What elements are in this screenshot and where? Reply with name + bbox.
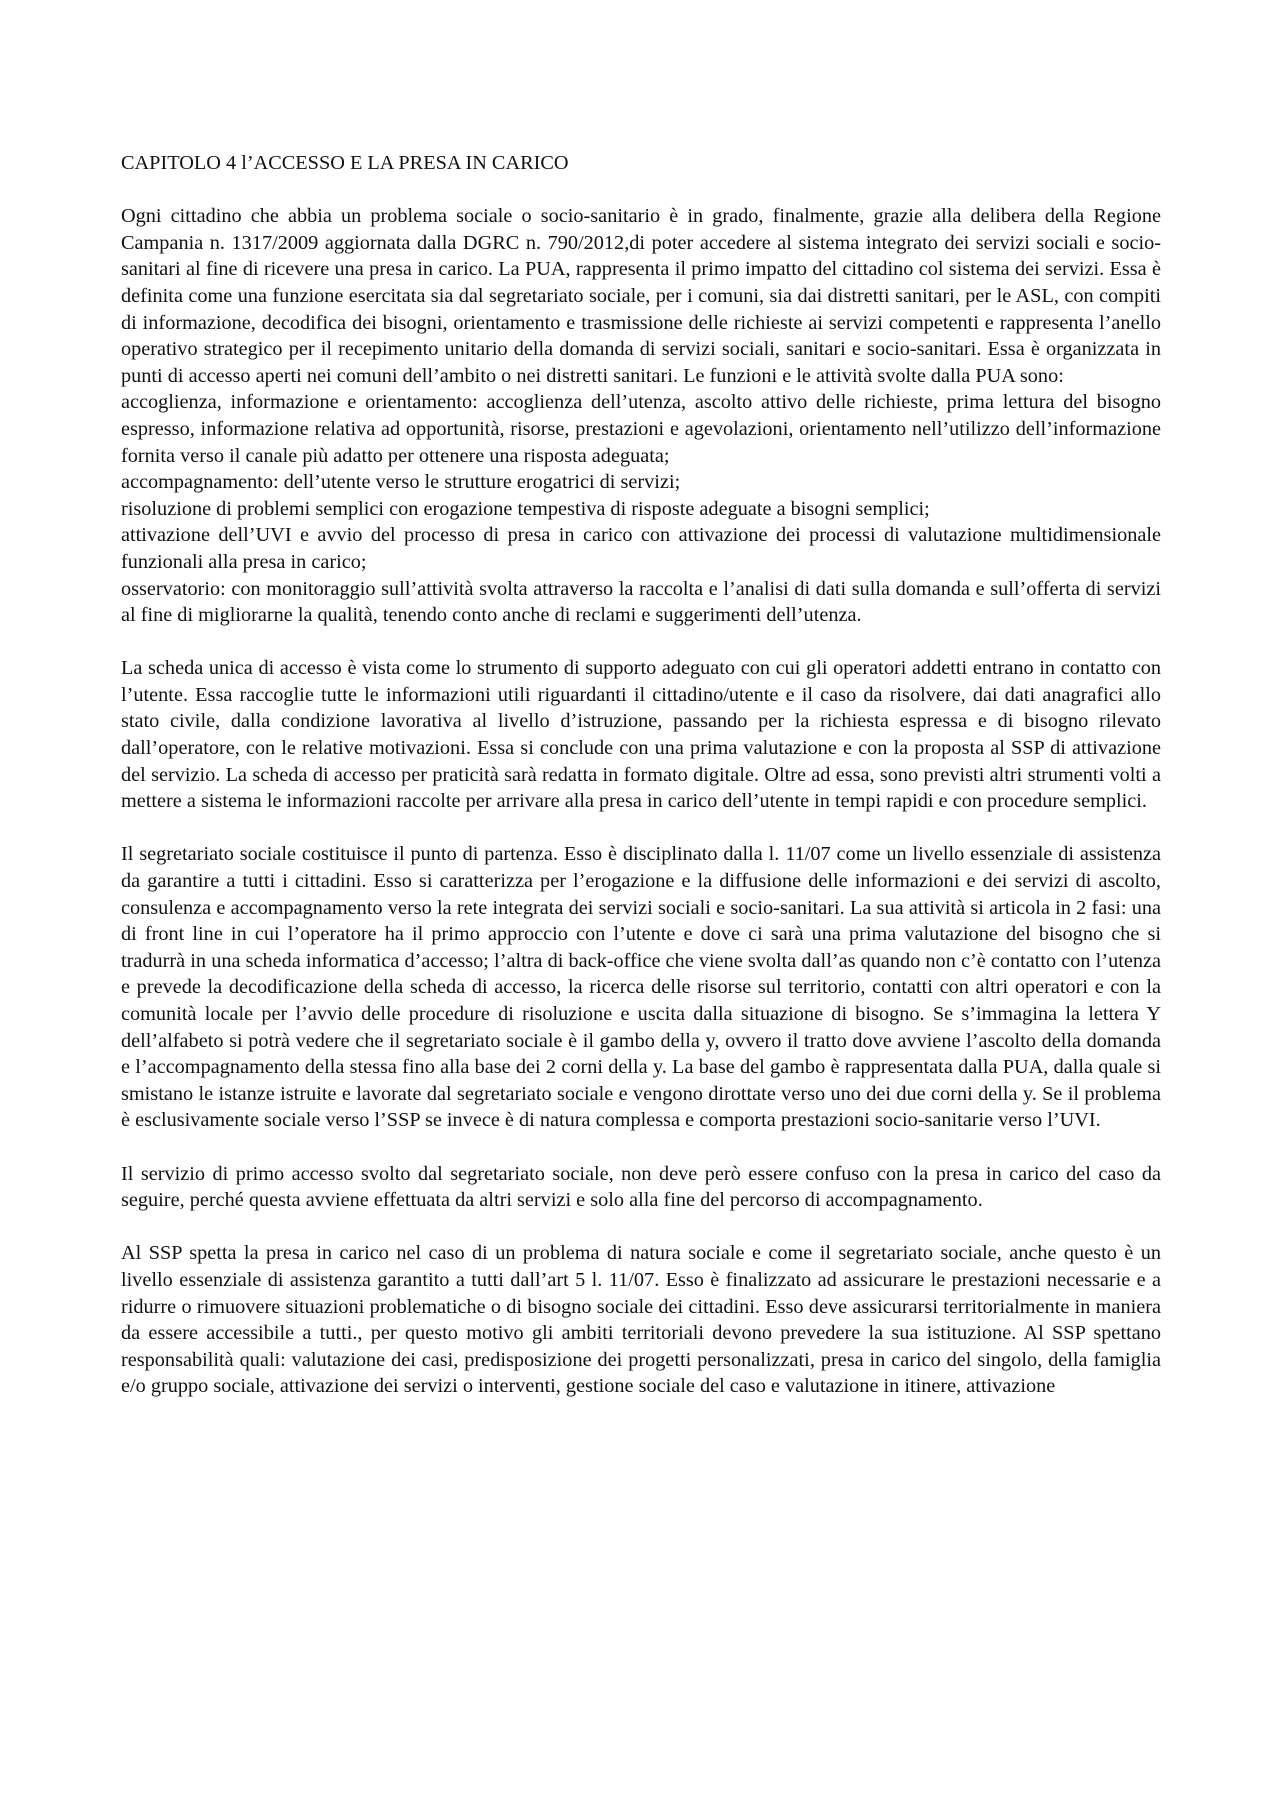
document-page xyxy=(121,150,1161,1400)
list-item: attivazione dell’UVI e avvio del processo di presa in carico con attivazione dei processi di valutazione multidimensionale funzionali alla presa in carico; xyxy=(121,524,1161,573)
list-item: osservatorio: con monitoraggio sull’attività svolta attraverso la raccolta e l’analisi di dati sulla domanda e sull’offerta di servizi al fine di migliorarne la qualità, tenendo conto anche di reclami e suggerimenti dell’utenza. xyxy=(121,577,1161,627)
list-item: accompagnamento: dell’utente verso le strutture erogatrici di servizi; xyxy=(121,471,681,494)
paragraph-ssp: Al SSP spetta la presa in carico nel caso di un problema di natura sociale e come il segretariato sociale, anche questo è un livello essenziale di assistenza garantito a tutti dall’art 5 l. 11/07. Esso è finalizzato ad assicurare le prestazioni necessarie e a ridurre o rimuovere situazioni problematiche o di bisogno sociale dei cittadini. Esso deve assicurarsi territorialmente in maniera da essere accessibile a tutti., per questo motivo gli ambiti territoriali devono prevedere la sua istituzione. Al SSP spettano responsabilità quali: valutazione dei casi, predisposizione dei progetti personalizzati, presa in carico del singolo, della famiglia e/o gruppo sociale, attivazione dei servizi o interventi, gestione sociale del caso e valutazione in itinere, attivazione xyxy=(121,1242,1161,1398)
paragraph-scheda-accesso: La scheda unica di accesso è vista come lo strumento di supporto adeguato con cui gli operatori addetti entrano in contatto con l’utente. Essa raccoglie tutte le informazioni utili riguardanti il cittadino/utente e il caso da risolvere, dai dati anagrafici allo stato civile, dalla condizione lavorativa al livello d’istruzione, passando per la richiesta espressa e di bisogno rilevato dall’operatore, con le relative motivazioni. Essa si conclude con una prima valutazione e con la proposta al SSP di attivazione del servizio. La scheda di accesso per praticità sarà redatta in formato digitale. Oltre ad essa, sono previsti altri strumenti volti a mettere a sistema le informazioni raccolte per arrivare alla presa in carico dell’utente in tempi rapidi e con procedure semplici. xyxy=(121,657,1161,813)
list-item: accoglienza, informazione e orientamento: accoglienza dell’utenza, ascolto attivo delle richieste, prima lettura del bisogno espresso, informazione relativa ad opportunità, risorse, prestazioni e agevolazioni, orientamento nell’utilizzo dell’informazione fornita verso il canale più adatto per ottenere una risposta adeguata; xyxy=(121,391,1161,467)
paragraph-intro-block xyxy=(121,203,1161,629)
paragraph-primo-accesso: Il servizio di primo accesso svolto dal segretariato sociale, non deve però essere confuso con la presa in carico del caso da seguire, perché questa avviene effettuata da altri servizi e solo alla fine del percorso di accompagnamento. xyxy=(121,1162,1161,1212)
list-item: risoluzione di problemi semplici con erogazione tempestiva di risposte adeguate a bisogni semplici; xyxy=(121,497,930,520)
chapter-title: CAPITOLO 4 l’ACCESSO E LA PRESA IN CARICO xyxy=(121,152,569,174)
paragraph-intro: Ogni cittadino che abbia un problema sociale o socio-sanitario è in grado, finalmente, grazie alla delibera della Regione Campania n. 1317/2009 aggiornata dalla DGRC n. 790/2012,di poter accedere al sistema integrato dei servizi sociali e socio-sanitari al fine di ricevere una presa in carico. La PUA, rappresenta il primo impatto del cittadino col sistema dei servizi. Essa è definita come una funzione esercitata sia dal segretariato sociale, per i comuni, sia dai distretti sanitari, per le ASL, con compiti di informazione, decodifica dei bisogni, orientamento e trasmissione delle richieste ai servizi competenti e rappresenta l’anello operativo strategico per il recepimento unitario della domanda di servizi sociali, sanitari e socio-sanitari. Essa è organizzata in punti di accesso aperti nei comuni dell’ambito o nei distretti sanitari. Le funzioni e le attività svolte dalla PUA sono: xyxy=(121,205,1161,387)
paragraph-segretariato: Il segretariato sociale costituisce il punto di partenza. Esso è disciplinato dalla l. 11/07 come un livello essenziale di assistenza da garantire a tutti i cittadini. Esso si caratterizza per l’erogazione e la diffusione delle informazioni e dei servizi di ascolto, consulenza e accompagnamento verso la rete integrata dei servizi sociali e socio-sanitari. La sua attività si articola in 2 fasi: una di front line in cui l’operatore ha il primo approccio con l’utente e dove ci sarà una prima valutazione del bisogno che si tradurrà in una scheda informatica d’accesso; l’altra di back-office che viene svolta dall’as quando non c’è contatto con l’utenza e prevede la decodificazione della scheda di accesso, la ricerca delle risorse sul territorio, contatti con altri operatori e con la comunità locale per l’avvio delle procedure di risoluzione e uscita dalla situazione di bisogno. Se s’immagina la lettera Y dell’alfabeto si potrà vedere che il segretariato sociale è il gambo della y, ovvero il tratto dove avviene l’ascolto della domanda e l’accompagnamento della stessa fino alla base dei 2 corni della y. La base del gambo è rappresentata dalla PUA, dalla quale si smistano le istanze istruite e lavorate dal segretariato sociale e vengono dirottate verso uno dei due corni della y. Se il problema è esclusivamente sociale verso l’SSP se invece è di natura complessa e comporta prestazioni socio-sanitarie verso l’UVI. xyxy=(121,843,1161,1132)
